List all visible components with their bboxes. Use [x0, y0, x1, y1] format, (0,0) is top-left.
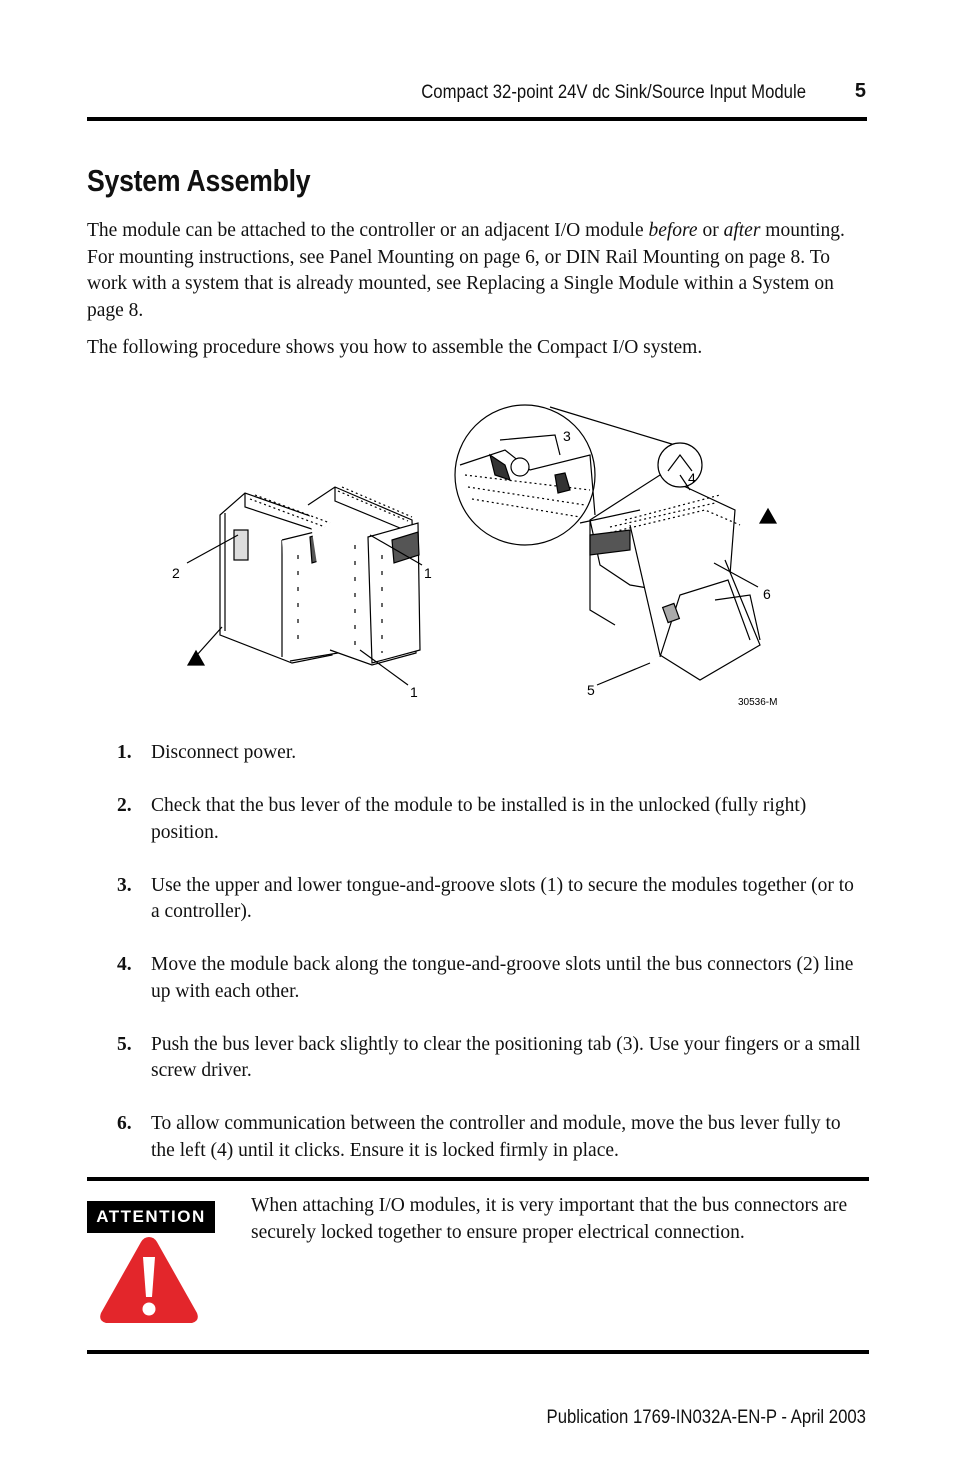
callout-1-lower: 1: [410, 684, 418, 700]
figure-id: 30536-M: [738, 697, 778, 708]
header-rule: [87, 117, 867, 121]
warning-triangle-icon: [97, 1233, 201, 1327]
intro-emphasis-after: after: [723, 220, 761, 241]
attention-text: When attaching I/O modules, it is very important that the bus connectors are securely locked together to ensure proper electrical connection.: [251, 1195, 848, 1243]
attention-label: ATTENTION: [87, 1201, 215, 1233]
callout-2: 2: [172, 565, 180, 581]
step-item: [87, 1111, 867, 1164]
step-number: 3.: [117, 874, 132, 896]
step-item: [87, 873, 867, 926]
procedure-intro: The following procedure shows you how to assemble the Compact I/O system.: [87, 337, 703, 358]
step-text: Disconnect power.: [151, 742, 297, 763]
step-number: 6.: [117, 1113, 132, 1134]
callout-5: 5: [587, 682, 595, 698]
step-number: 1.: [117, 742, 132, 763]
section-title: System Assembly: [87, 163, 311, 198]
assembly-figure: [160, 395, 800, 715]
callout-1-upper: 1: [424, 565, 432, 581]
step-number: 5.: [117, 1033, 132, 1055]
intro-text-or: or: [697, 220, 724, 241]
intro-text-2: mounting. For mounting instructions, see Panel Mounting on page 6, or DIN Rail Mounting on page 8. To work with a system that is already mounted, see Replacing a Single Module within a System on page 8.: [87, 220, 845, 321]
intro-paragraph: [87, 218, 867, 324]
step-number: 4.: [117, 954, 132, 975]
step-text: Push the bus lever back slightly to clear the positioning tab (3). Use your fingers or a small screw driver.: [151, 1033, 861, 1081]
running-header: Compact 32-point 24V dc Sink/Source Input Module: [421, 82, 806, 103]
callout-6: 6: [763, 586, 771, 602]
callout-3: 3: [563, 428, 571, 444]
assembly-illustration: [160, 395, 800, 715]
publication-footer: Publication 1769-IN032A-EN-P - April 2003: [546, 1407, 866, 1428]
attention-bottom-rule: [87, 1350, 869, 1354]
step-text: Check that the bus lever of the module to be installed is in the unlocked (fully right) position.: [151, 795, 807, 843]
callout-4: 4: [688, 470, 696, 486]
step-item: [87, 793, 867, 846]
attention-top-rule: [87, 1177, 869, 1181]
step-item: [87, 952, 867, 1005]
step-item: [87, 740, 867, 767]
step-text: To allow communication between the controller and module, move the bus lever fully to the left (4) until it clicks. Ensure it is locked firmly in place.: [151, 1113, 841, 1161]
step-number: 2.: [117, 795, 132, 816]
intro-emphasis-before: before: [648, 220, 698, 241]
procedure-steps: [87, 740, 867, 1191]
step-text: Use the upper and lower tongue-and-groove slots (1) to secure the modules together (or to a controller).: [151, 874, 854, 922]
page-number: 5: [854, 80, 866, 102]
step-text: Move the module back along the tongue-and-groove slots until the bus connectors (2) line up with each other.: [151, 954, 854, 1002]
step-item: [87, 1032, 867, 1085]
intro-text-1: The module can be attached to the controller or an adjacent I/O module: [87, 220, 649, 241]
